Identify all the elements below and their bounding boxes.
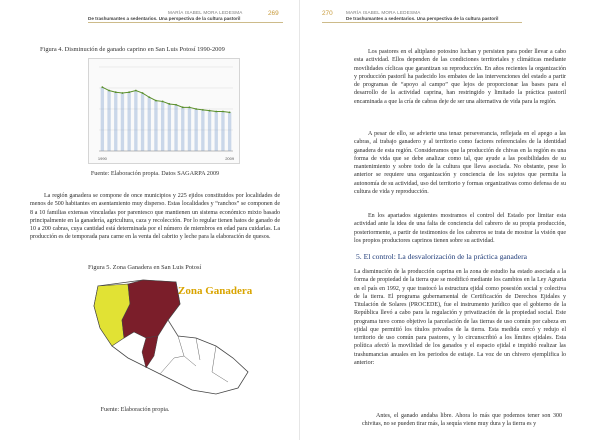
figure-4-source: Fuente: Elaboración propia. Datos SAGARPA 2009 [90, 170, 220, 177]
data-bar [101, 87, 104, 151]
data-point [115, 91, 117, 93]
body-paragraph-3 [354, 212, 566, 245]
right-page [300, 0, 600, 440]
data-bar [127, 92, 130, 151]
data-bar [201, 110, 204, 151]
x-tick-label: 1990 [97, 156, 107, 161]
header-subtitle: De trashumantes a sedentarios. Una perspectiva de la cultura pastoril [88, 16, 241, 21]
data-bar [174, 105, 177, 151]
zona-ganadera-map [88, 276, 258, 400]
data-bar [141, 93, 144, 151]
data-point [222, 111, 224, 113]
data-point [108, 90, 110, 92]
x-tick-label: 2009 [225, 156, 235, 161]
data-point [162, 101, 164, 103]
page-number: 270 [322, 10, 333, 17]
data-bar [107, 91, 110, 151]
data-bar [168, 104, 171, 151]
data-bar [221, 112, 224, 151]
header-author: MARÍA ISABEL MORA LEDESMA [346, 10, 421, 15]
header-subtitle: De trashumantes a sedentarios. Una perspectiva de la cultura pastoril [346, 16, 499, 21]
data-point [189, 106, 191, 108]
figure-4-caption: Figura 4. Disminución de ganado caprino en San Luis Potosí 1990-2009 [40, 46, 225, 53]
figure-5-source: Fuente: Elaboración propia. [100, 406, 170, 413]
body-paragraph [30, 192, 280, 242]
map-zona-label: Zona Ganadera [178, 285, 253, 297]
data-bar [121, 93, 124, 151]
data-point [202, 109, 204, 111]
data-point [122, 92, 124, 94]
data-point [155, 100, 157, 102]
page-number: 269 [268, 10, 279, 17]
data-point [209, 110, 211, 112]
data-point [128, 91, 130, 93]
data-bar [208, 111, 211, 151]
data-point [168, 103, 170, 105]
data-bar [148, 97, 151, 151]
body-paragraph-2 [354, 130, 566, 196]
data-bar [194, 109, 197, 151]
data-bar [215, 112, 218, 151]
body-paragraph-4 [354, 268, 566, 367]
figure-5-map [88, 276, 258, 400]
data-bar [114, 92, 117, 151]
data-bar [181, 107, 184, 151]
header-author: MARÍA ISABEL MORA LEDESMA [168, 10, 243, 15]
caprine-decline-chart [89, 59, 239, 163]
figure-4-chart [88, 58, 240, 164]
data-bar [154, 101, 157, 151]
quote-paragraph [362, 412, 562, 429]
paragraph-text: Los pastores en el altiplano potosino luchan y persisten para poder llevar a cabo esta actividad. Ellos dependen de las condiciones territoriales y climáticas mediante movilidades cíclicas que garantizan su reproducción. En años recientes la organización y producción pastoril ha padecido los embates de las intervenciones del estado a partir de programas de “apoyo al campo” que lejos de proporcionar las bases para el desarrollo de la actividad caprina, han restringido y limitado la práctica pastoril encaminada a que la cría de cabras deje de ser una alternativa de vida para la región. [354, 49, 566, 105]
data-point [135, 90, 137, 92]
data-bar [161, 101, 164, 151]
data-bar [188, 107, 191, 151]
paragraph-text: Antes, el ganado andaba libre. Ahora lo más que podemos tener son 300 chivitas, no se pueden tirar más, la sequía viene muy dura y la tierra es y [362, 413, 562, 428]
body-paragraph-1 [354, 48, 566, 106]
data-point [182, 106, 184, 108]
header-divider [88, 22, 283, 23]
paragraph-text: En los apartados siguientes mostramos el control del Estado por limitar esta actividad ante la idea de una falta de conciencia del cabrero de su propia producción, posteriormente, a partir de testimonios de los cabreros se trata de mostrar la visión que los propios productores caprinos tienen sobre su actividad. [354, 213, 566, 244]
paragraph-text: La disminución de la producción caprina en la zona de estudio ha estado asociada a la forma de propiedad de la tierra que se modificó mediante los cambios en la Ley Agraria en el país en 1992, y que trastocó la estructura ejidal como posesión social y colectiva de la tierra. El programa gubernamental de Certificación de Derechos Ejidales y Titulación de Solares (PROCEDE), fue el instrumento jurídico que el gobierno de la República llevó a cabo para la regulación y privatización de la propiedad social. Este programa tuvo como objetivo la parcelación de las tierras de uso común por cabeza en ejidal que permitió los títulos privados de la tierra. Esta medida cercó y redujo el territorio de uso común para pastores, y lo circunscribió a los límites ejidales. Esta política afectó la movilidad de los ganados y el espacio ejidal e impidió realizar las trashumancias anuales en los periodos de estiaje. La voz de un chivero ejemplifica lo anterior: [354, 269, 566, 366]
data-point [101, 86, 103, 88]
data-bar [134, 91, 137, 151]
data-point [229, 111, 231, 113]
section-title: 5. El control: La desvalorización de la práctica ganadera [356, 252, 527, 261]
data-point [215, 111, 217, 113]
paragraph-text: La región ganadera se compone de once municipios y 225 ejidos constituidos por localidades de menos de 500 habitantes en asentamiento muy disperso. Estas localidades y “ranchos” se componen de 8 a 10 familias extensas vinculadas por parentesco que mantienen un sistema económico mixto basado principalmente en la ganadería, agricultura, caza y recolección. Por lo regular tienen hatos de ganado de 10 a 200 cabras, cuya cantidad está determinada por el número de miembros en edad para cuidarlas. La producción es de temporada para carne en la venta del cabrito y leche para la elaboración de quesos. [30, 193, 280, 241]
data-bar [228, 112, 231, 151]
data-point [142, 92, 144, 94]
data-point [175, 104, 177, 106]
data-point [195, 108, 197, 110]
data-point [148, 96, 150, 98]
figure-5-caption: Figura 5. Zona Ganadera en San Luis Potosí [88, 264, 202, 271]
paragraph-text: A pesar de ello, se advierte una tenaz perseverancia, reflejada en el apego a las cabras, al trabajo ganadero y al territorio como factores referenciales de la identidad ganadera de esta región. Consideramos que la producción de chivas en la región es una forma de vida que se debe analizar como tal, que ayude a las posibilidades de su mantenimiento y sobre todo de la cultura que lleva asociada. No obstante, pese lo anterior se requiere una organización y conciencia de los sujetos que permita la autonomía de su actividad, uso del territorio y formas organizativas como defensa de su cultura de vida y reproducción. [354, 131, 566, 195]
header-divider [322, 22, 522, 23]
